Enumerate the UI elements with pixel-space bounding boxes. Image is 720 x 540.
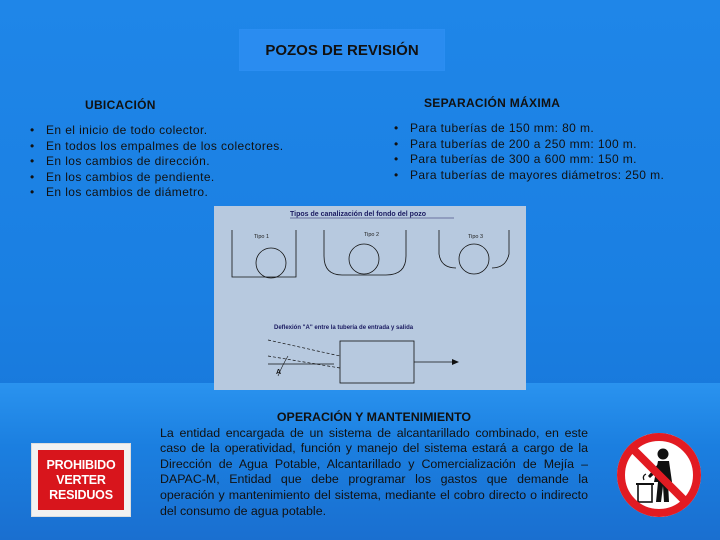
list-item: • En los cambios de pendiente.	[30, 170, 283, 186]
title-box	[240, 30, 444, 70]
list-item: • Para tuberías de 300 a 600 mm: 150 m.	[394, 152, 664, 168]
type-3-label: Tipo 3	[468, 234, 484, 240]
operacion-heading: OPERACIÓN Y MANTENIMIENTO	[276, 410, 472, 424]
sign-panel	[38, 450, 124, 510]
deflexion-label: Deflexión "A" entre la tubería de entrada y salida	[274, 325, 414, 331]
operacion-section	[160, 410, 588, 519]
list-item: • Para tuberías de 150 mm: 80 m.	[394, 121, 664, 137]
sign-line: PROHIBIDO	[46, 457, 116, 472]
operacion-text: La entidad encargada de un sistema de alcantarillado combinado, en este caso de la operatividad, función y manejo del sistema estará a cargo de la Dirección de Agua Potable, Alcantarillado y Comercialización de Mejía – DAPAC-M, Entidad que debe programar los gastos que demande la operación y mantenimiento del sistema, mediante el cobro directo o indirecto del consumo de agua potable.	[160, 425, 588, 518]
list-item: • En los cambios de diámetro.	[30, 185, 283, 201]
sign-line: RESIDUOS	[49, 487, 113, 502]
page-title: POZOS DE REVISIÓN	[265, 41, 419, 59]
type-2-label: Tipo 2	[364, 232, 380, 238]
separacion-heading: SEPARACIÓN MÁXIMA	[424, 96, 561, 110]
separacion-list	[394, 121, 664, 183]
list-item: • En los cambios de dirección.	[30, 154, 283, 170]
list-item: • Para tuberías de mayores diámetros: 250 m.	[394, 168, 664, 184]
no-dumping-icon	[614, 430, 704, 520]
prohibido-verter-sign	[31, 443, 131, 517]
manhole-diagram-svg	[214, 206, 526, 390]
type-1-label: Tipo 1	[254, 234, 270, 240]
manhole-diagram	[214, 206, 526, 390]
ubicacion-list	[30, 123, 283, 201]
list-item: • En todos los empalmes de los colectores.	[30, 139, 283, 155]
list-item: • En el inicio de todo colector.	[30, 123, 283, 139]
list-item: • Para tuberías de 200 a 250 mm: 100 m.	[394, 137, 664, 153]
sign-line: VERTER	[56, 472, 106, 487]
ubicacion-heading: UBICACIÓN	[85, 98, 156, 112]
angle-label: A	[276, 369, 282, 376]
diagram-title: Tipos de canalización del fondo del pozo	[290, 211, 426, 218]
